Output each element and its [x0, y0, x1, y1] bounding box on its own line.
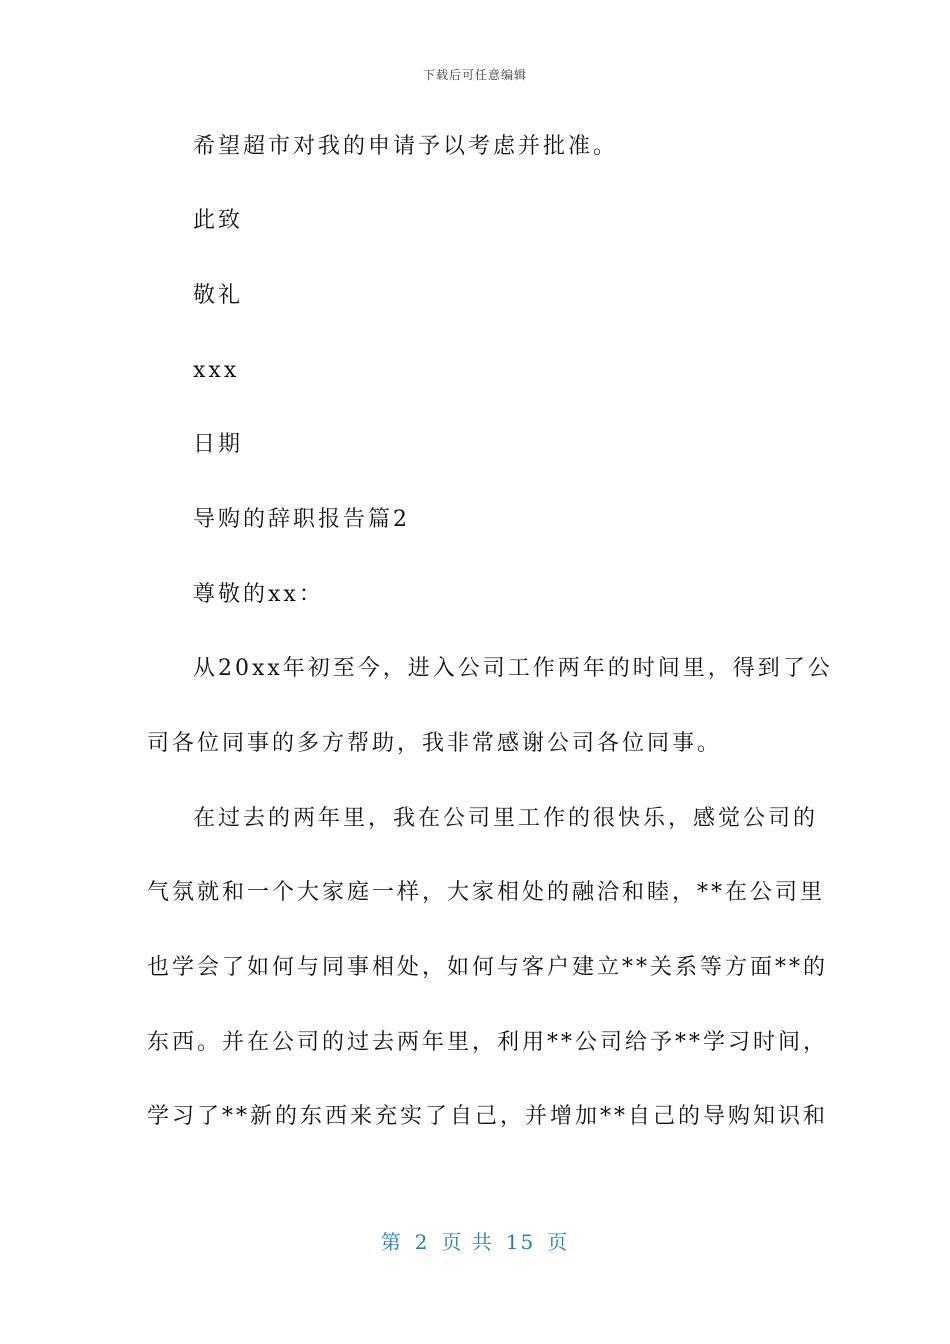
- paragraph-line: 希望超市对我的申请予以考虑并批准。: [193, 134, 619, 159]
- page-suffix: 页: [547, 1230, 570, 1254]
- page-mid: 页 共: [441, 1230, 494, 1254]
- paragraph-line: xxx: [193, 358, 240, 383]
- page-total: 15: [505, 1230, 536, 1254]
- header-note: 下载后可任意编辑: [422, 68, 527, 82]
- page-number-footer: [0, 1226, 950, 1255]
- section-title: 导购的辞职报告篇2: [193, 507, 410, 532]
- page-prefix: 第: [380, 1230, 403, 1254]
- paragraph-line: 也学会了如何与同事相处，如何与客户建立**关系等方面**的: [147, 955, 829, 980]
- paragraph-line: 学习了**新的东西来充实了自己，并增加**自己的导购知识和: [147, 1104, 829, 1129]
- paragraph-line: 此致: [193, 208, 244, 233]
- paragraph-line: 在过去的两年里，我在公司里工作的很快乐，感觉公司的: [193, 806, 819, 831]
- paragraph-line: 东西。并在公司的过去两年里，利用**公司给予**学习时间，: [147, 1030, 829, 1055]
- paragraph-line: 司各位同事的多方帮助，我非常感谢公司各位同事。: [147, 731, 723, 756]
- paragraph-line: 敬礼: [193, 283, 244, 308]
- salutation: 尊敬的xx：: [193, 582, 324, 607]
- paragraph-line: 日期: [193, 432, 244, 457]
- paragraph-line: 气氛就和一个大家庭一样，大家相处的融洽和睦，**在公司里: [147, 880, 826, 905]
- paragraph-line: 从20xx年初至今，进入公司工作两年的时间里，得到了公: [193, 656, 833, 681]
- page-number: 2: [414, 1230, 430, 1254]
